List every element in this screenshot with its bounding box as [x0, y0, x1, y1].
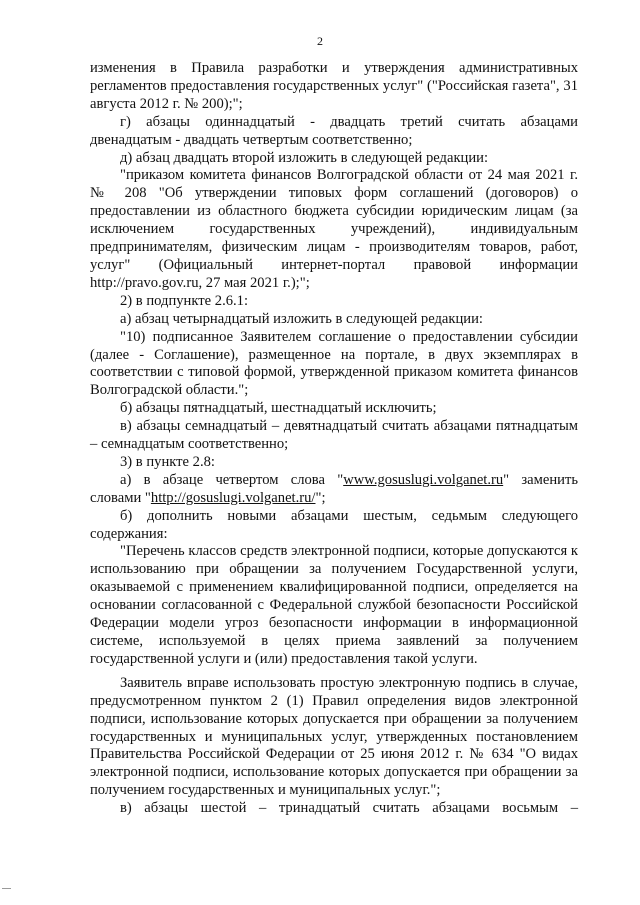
- new-url-link[interactable]: http://gosuslugi.volganet.ru/: [150, 489, 316, 506]
- paragraph-subitem-a: а) абзац четырнадцатый изложить в следующей редакции:: [120, 310, 483, 327]
- paragraph-renumbering: в) абзацы шестой – тринадцатый считать абзацами восьмым –: [120, 800, 578, 817]
- paragraph-signature-classes: "Перечень классов средств электронной подписи, которые допускаются к использованию при обращении за получением Государственной услуги, оказываемой с применением квалифицированной подписи, определяется на основании согласованной с Федеральной службой безопасности Российской Федерации модели угроз безопасности информации в информационной системе, используемой в целях приема заявлений за получением государственной услуги и (или) предоставления такой услуги.: [90, 543, 578, 667]
- paragraph-url-replacement: [90, 472, 578, 508]
- url-text-middle: " заменить словами ": [90, 471, 578, 506]
- paragraph-item-3: 3) в пункте 2.8:: [120, 453, 215, 470]
- paragraph-regulations-continuation: изменения в Правила разработки и утверждения административных регламентов предоставления государственных услуг" ("Российская газета", 31 августа 2012 г. № 200);";: [90, 60, 578, 112]
- paragraph-subitem-v: в) абзацы семнадцатый – девятнадцатый считать абзацами пятнадцатым – семнадцатым соответственно;: [90, 418, 578, 453]
- paragraph-simple-signature: Заявитель вправе использовать простую электронную подпись в случае, предусмотренном пунктом 2 (1) Правил определения видов электронной подписи, использование которых допускается при обращении за получением государственных и муниципальных услуг, утвержденных постановлением Правительства Российской Федерации от 25 июня 2012 г. № 634 "О видах электронной подписи, использование которых допускается при обращении за получением государственных и муниципальных услуг.";: [90, 674, 578, 799]
- document-body: [90, 60, 578, 818]
- paragraph-finance-order: "приказом комитета финансов Волгоградской области от 24 мая 2021 г. № 208 "Об утверждении типовых форм соглашений (договоров) о предоставлении из областного бюджета субсидии юридическим лицам (за исключением государственных учреждений), индивидуальным предпринимателям, физическим лицам - производителям товаров, работ, услуг" (Официальный интернет-портал правовой информации http://pravo.gov.ru, 27 мая 2021 г.);";: [90, 167, 578, 291]
- scan-edge-mark: [2, 888, 11, 889]
- paragraph-new-paragraphs: б) дополнить новыми абзацами шестым, седьмым следующего содержания:: [90, 507, 578, 542]
- url-text-after: ";: [315, 489, 326, 506]
- paragraph-agreement-text: "10) подписанное Заявителем соглашение о предоставлении субсидии (далее - Соглашение), размещенное на портале, в двух экземплярах в соответствии с типовой формой, утвержденной приказом комитета финансов Волгоградской области.";: [90, 328, 578, 399]
- paragraph-item-2: 2) в подпункте 2.6.1:: [120, 292, 249, 309]
- old-url-link[interactable]: www.gosuslugi.volganet.ru: [343, 471, 504, 488]
- paragraph-subitem-g: г) абзацы одиннадцатый - двадцать третий считать абзацами двенадцатым - двадцать четвертым соответственно;: [90, 113, 578, 148]
- url-text-before: а) в абзаце четвертом слова ": [120, 471, 344, 488]
- paragraph-subitem-b: б) абзацы пятнадцатый, шестнадцатый исключить;: [120, 400, 437, 417]
- paragraph-subitem-d: д) абзац двадцать второй изложить в следующей редакции:: [120, 149, 489, 166]
- page-number: 2: [317, 34, 323, 48]
